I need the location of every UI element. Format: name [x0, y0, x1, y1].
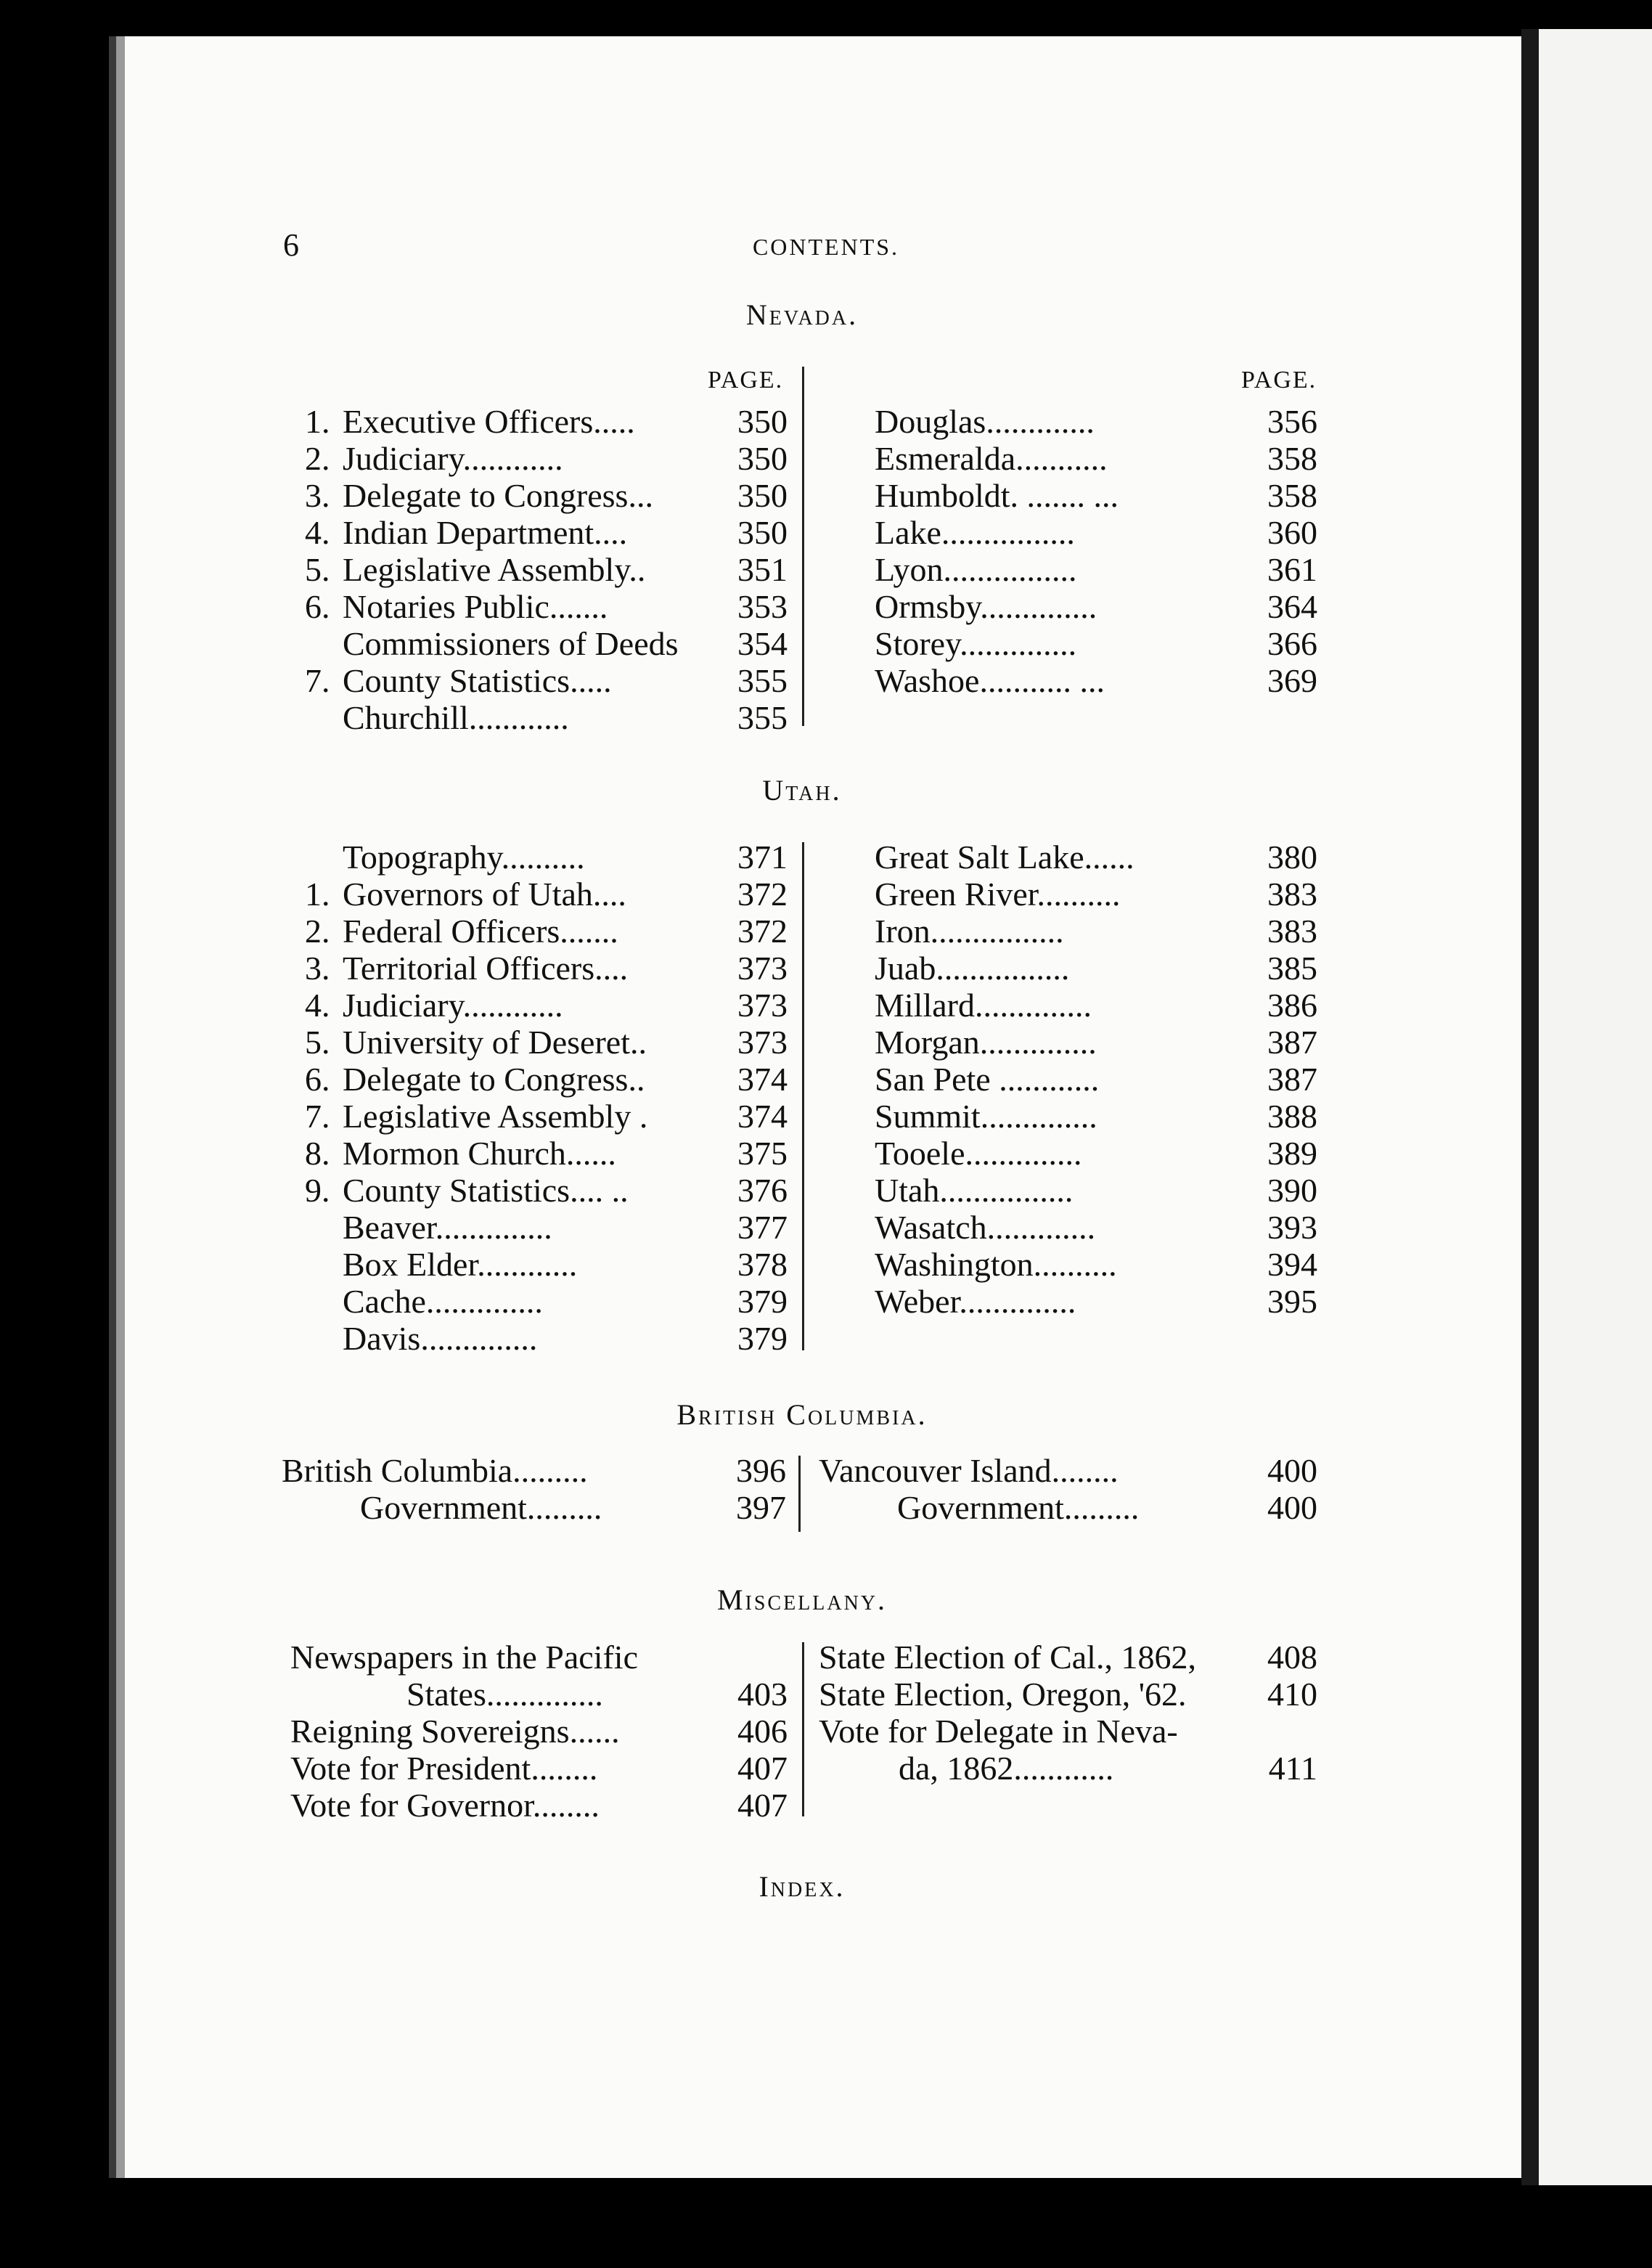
entry-title: Mormon Church......	[343, 1135, 616, 1172]
page-heading-right: PAGE.	[1241, 367, 1317, 393]
toc-entry	[305, 699, 788, 736]
entry-title: Wasatch.............	[875, 1209, 1096, 1246]
entry-title: Beaver..............	[343, 1209, 552, 1246]
entry-page: 397	[736, 1489, 786, 1526]
toc-entry	[819, 1713, 1317, 1750]
entry-number: 6.	[305, 588, 330, 625]
entry-number: 9.	[305, 1172, 330, 1209]
entry-page: 393	[1267, 1209, 1317, 1246]
entry-number: 6.	[305, 1061, 330, 1098]
entry-page: 351	[737, 551, 788, 588]
entry-page: 406	[737, 1713, 788, 1750]
toc-entry	[305, 625, 788, 662]
entry-number: 3.	[305, 950, 330, 987]
entry-page: 411	[1268, 1750, 1317, 1787]
entry-title: Davis..............	[343, 1320, 538, 1357]
entry-page: 410	[1267, 1676, 1317, 1713]
toc-entry	[305, 1209, 788, 1246]
entry-title: State Election, Oregon, '62.	[819, 1676, 1187, 1713]
entry-title: Churchill............	[343, 699, 569, 736]
entry-page: 354	[737, 625, 788, 662]
toc-entry	[305, 950, 788, 987]
entry-title: Lake................	[875, 514, 1075, 551]
entry-page: 374	[737, 1061, 788, 1098]
entry-number: 1.	[305, 403, 330, 440]
toc-entry	[875, 514, 1317, 551]
toc-entry	[305, 987, 788, 1024]
entry-page: 408	[1267, 1639, 1317, 1676]
entry-page: 350	[737, 403, 788, 440]
section-title-miscellany: Miscellany.	[716, 1583, 888, 1616]
page-heading-left: PAGE.	[708, 367, 784, 393]
entry-page: 403	[737, 1676, 788, 1713]
entry-title: Executive Officers.....	[343, 403, 635, 440]
toc-entry	[875, 839, 1317, 876]
toc-entry	[875, 1098, 1317, 1135]
entry-page: 356	[1267, 403, 1317, 440]
entry-page: 386	[1267, 987, 1317, 1024]
entry-title: Iron................	[875, 913, 1064, 950]
toc-entry	[875, 876, 1317, 913]
entry-title: States..............	[406, 1676, 603, 1713]
toc-entry	[305, 477, 788, 514]
toc-entry	[875, 1209, 1317, 1246]
section-title-index: Index.	[758, 1870, 846, 1903]
nevada-right-column	[875, 403, 1317, 699]
entry-page: 387	[1267, 1024, 1317, 1061]
toc-entry	[875, 950, 1317, 987]
toc-entry	[305, 1098, 788, 1135]
entry-title: University of Deseret..	[343, 1024, 647, 1061]
entry-title: Douglas.............	[875, 403, 1095, 440]
toc-entry	[819, 1676, 1317, 1713]
entry-page: 376	[737, 1172, 788, 1209]
entry-title: Storey..............	[875, 625, 1077, 662]
entry-title: da, 1862............	[899, 1750, 1114, 1787]
entry-number: 3.	[305, 477, 330, 514]
entry-title: Tooele..............	[875, 1135, 1082, 1172]
toc-entry	[305, 1135, 788, 1172]
column-rule	[802, 842, 804, 1350]
entry-title: Vote for President........	[290, 1750, 598, 1787]
entry-title: Ormsby..............	[875, 588, 1097, 625]
toc-entry	[290, 1750, 788, 1787]
entry-title: Government.........	[897, 1489, 1140, 1526]
bc-left-column	[282, 1452, 786, 1526]
toc-entry	[875, 1246, 1317, 1283]
entry-title: Humboldt. ....... ...	[875, 477, 1119, 514]
entry-page: 369	[1267, 662, 1317, 699]
entry-page: 350	[737, 477, 788, 514]
entry-page: 400	[1267, 1452, 1317, 1489]
page-edge	[1521, 29, 1539, 2185]
entry-title: Lyon................	[875, 551, 1077, 588]
entry-title: Vote for Delegate in Neva-	[819, 1713, 1178, 1750]
entry-page: 383	[1267, 876, 1317, 913]
entry-title: Indian Department....	[343, 514, 628, 551]
entry-page: 394	[1267, 1246, 1317, 1283]
toc-entry	[305, 588, 788, 625]
column-rule	[802, 367, 804, 726]
entry-page: 373	[737, 950, 788, 987]
entry-page: 379	[737, 1283, 788, 1320]
entry-title: Juab................	[875, 950, 1070, 987]
utah-left-column	[305, 839, 788, 1357]
toc-entry	[875, 403, 1317, 440]
toc-entry	[875, 477, 1317, 514]
entry-number: 2.	[305, 440, 330, 477]
toc-entry	[875, 1172, 1317, 1209]
entry-page: 361	[1267, 551, 1317, 588]
running-head: CONTENTS.	[752, 234, 900, 260]
entry-title: Green River..........	[875, 876, 1121, 913]
toc-entry	[875, 588, 1317, 625]
entry-page: 353	[737, 588, 788, 625]
entry-page: 400	[1267, 1489, 1317, 1526]
toc-entry	[875, 1135, 1317, 1172]
toc-entry	[819, 1750, 1317, 1787]
toc-entry	[305, 1172, 788, 1209]
entry-title: State Election of Cal., 1862,	[819, 1639, 1196, 1676]
entry-title: Governors of Utah....	[343, 876, 626, 913]
entry-title: Legislative Assembly..	[343, 551, 646, 588]
entry-title: Notaries Public.......	[343, 588, 608, 625]
entry-page: 371	[737, 839, 788, 876]
entry-number: 5.	[305, 551, 330, 588]
entry-title: Box Elder............	[343, 1246, 578, 1283]
toc-entry	[875, 625, 1317, 662]
entry-title: County Statistics.....	[343, 662, 612, 699]
toc-entry	[290, 1787, 788, 1824]
toc-entry	[875, 1024, 1317, 1061]
entry-title: San Pete ............	[875, 1061, 1100, 1098]
entry-page: 377	[737, 1209, 788, 1246]
entry-title: Cache..............	[343, 1283, 543, 1320]
entry-page: 383	[1267, 913, 1317, 950]
section-title-nevada: Nevada.	[745, 298, 859, 331]
entry-title: Utah................	[875, 1172, 1074, 1209]
toc-entry	[282, 1489, 786, 1526]
entry-page: 358	[1267, 477, 1317, 514]
toc-entry	[819, 1639, 1317, 1676]
entry-title: Vancouver Island........	[819, 1452, 1119, 1489]
entry-page: 355	[737, 699, 788, 736]
entry-title: Commissioners of Deeds	[343, 625, 679, 662]
toc-entry	[875, 1061, 1317, 1098]
toc-entry	[305, 440, 788, 477]
entry-title: Summit..............	[875, 1098, 1097, 1135]
entry-title: Millard..............	[875, 987, 1092, 1024]
entry-title: Topography..........	[343, 839, 585, 876]
entry-title: Great Salt Lake......	[875, 839, 1134, 876]
toc-entry	[305, 1061, 788, 1098]
entry-title: Territorial Officers....	[343, 950, 629, 987]
entry-number: 4.	[305, 987, 330, 1024]
entry-title: Esmeralda...........	[875, 440, 1108, 477]
entry-title: Reigning Sovereigns......	[290, 1713, 620, 1750]
entry-number: 5.	[305, 1024, 330, 1061]
toc-entry	[875, 987, 1317, 1024]
toc-entry	[305, 1283, 788, 1320]
bc-right-column	[819, 1452, 1317, 1526]
entry-title: Weber..............	[875, 1283, 1076, 1320]
entry-title: British Columbia.........	[282, 1452, 588, 1489]
entry-title: Newspapers in the Pacific	[290, 1639, 639, 1676]
entry-title: County Statistics.... ..	[343, 1172, 629, 1209]
toc-entry	[305, 662, 788, 699]
utah-right-column	[875, 839, 1317, 1320]
entry-title: Judiciary............	[343, 440, 563, 477]
toc-entry	[305, 876, 788, 913]
entry-title: Delegate to Congress..	[343, 1061, 645, 1098]
toc-entry	[305, 1246, 788, 1283]
entry-page: 364	[1267, 588, 1317, 625]
entry-page: 355	[737, 662, 788, 699]
section-title-utah: Utah.	[762, 774, 842, 807]
entry-number: 7.	[305, 662, 330, 699]
toc-entry	[819, 1452, 1317, 1489]
toc-entry	[819, 1489, 1317, 1526]
toc-entry	[290, 1713, 788, 1750]
entry-page: 358	[1267, 440, 1317, 477]
entry-page: 372	[737, 913, 788, 950]
facing-page-strip	[1539, 29, 1652, 2185]
entry-title: Delegate to Congress...	[343, 477, 653, 514]
entry-page: 379	[737, 1320, 788, 1357]
entry-title: Federal Officers.......	[343, 913, 618, 950]
toc-entry	[282, 1452, 786, 1489]
toc-entry	[290, 1639, 788, 1676]
toc-entry	[305, 514, 788, 551]
column-rule	[802, 1642, 804, 1816]
entry-title: Judiciary............	[343, 987, 563, 1024]
entry-number: 8.	[305, 1135, 330, 1172]
entry-page: 375	[737, 1135, 788, 1172]
toc-entry	[875, 440, 1317, 477]
toc-entry	[875, 1283, 1317, 1320]
toc-entry	[290, 1676, 788, 1713]
entry-title: Legislative Assembly .	[343, 1098, 648, 1135]
page-number: 6	[283, 227, 299, 263]
section-title-british-columbia: British Columbia.	[676, 1398, 928, 1431]
toc-entry	[875, 551, 1317, 588]
entry-title: Washington..........	[875, 1246, 1117, 1283]
entry-page: 350	[737, 440, 788, 477]
toc-entry	[305, 839, 788, 876]
entry-page: 350	[737, 514, 788, 551]
entry-page: 374	[737, 1098, 788, 1135]
toc-entry	[305, 551, 788, 588]
toc-entry	[305, 1320, 788, 1357]
entry-number: 7.	[305, 1098, 330, 1135]
entry-page: 407	[737, 1750, 788, 1787]
toc-entry	[305, 913, 788, 950]
entry-page: 366	[1267, 625, 1317, 662]
toc-entry	[875, 662, 1317, 699]
entry-page: 385	[1267, 950, 1317, 987]
entry-title: Morgan..............	[875, 1024, 1097, 1061]
entry-page: 390	[1267, 1172, 1317, 1209]
nevada-left-column	[305, 403, 788, 736]
entry-number: 2.	[305, 913, 330, 950]
entry-page: 360	[1267, 514, 1317, 551]
entry-page: 373	[737, 987, 788, 1024]
column-rule	[798, 1456, 801, 1532]
toc-entry	[305, 1024, 788, 1061]
entry-page: 380	[1267, 839, 1317, 876]
entry-number: 1.	[305, 876, 330, 913]
entry-title: Washoe........... ...	[875, 662, 1105, 699]
entry-page: 396	[736, 1452, 786, 1489]
misc-right-column	[819, 1639, 1317, 1787]
entry-page: 407	[737, 1787, 788, 1824]
entry-page: 378	[737, 1246, 788, 1283]
entry-page: 389	[1267, 1135, 1317, 1172]
toc-entry	[305, 403, 788, 440]
entry-page: 373	[737, 1024, 788, 1061]
entry-title: Government.........	[360, 1489, 602, 1526]
entry-number: 4.	[305, 514, 330, 551]
entry-page: 395	[1267, 1283, 1317, 1320]
entry-page: 388	[1267, 1098, 1317, 1135]
entry-page: 372	[737, 876, 788, 913]
toc-entry	[875, 913, 1317, 950]
misc-left-column	[290, 1639, 788, 1824]
entry-title: Vote for Governor........	[290, 1787, 600, 1824]
entry-page: 387	[1267, 1061, 1317, 1098]
